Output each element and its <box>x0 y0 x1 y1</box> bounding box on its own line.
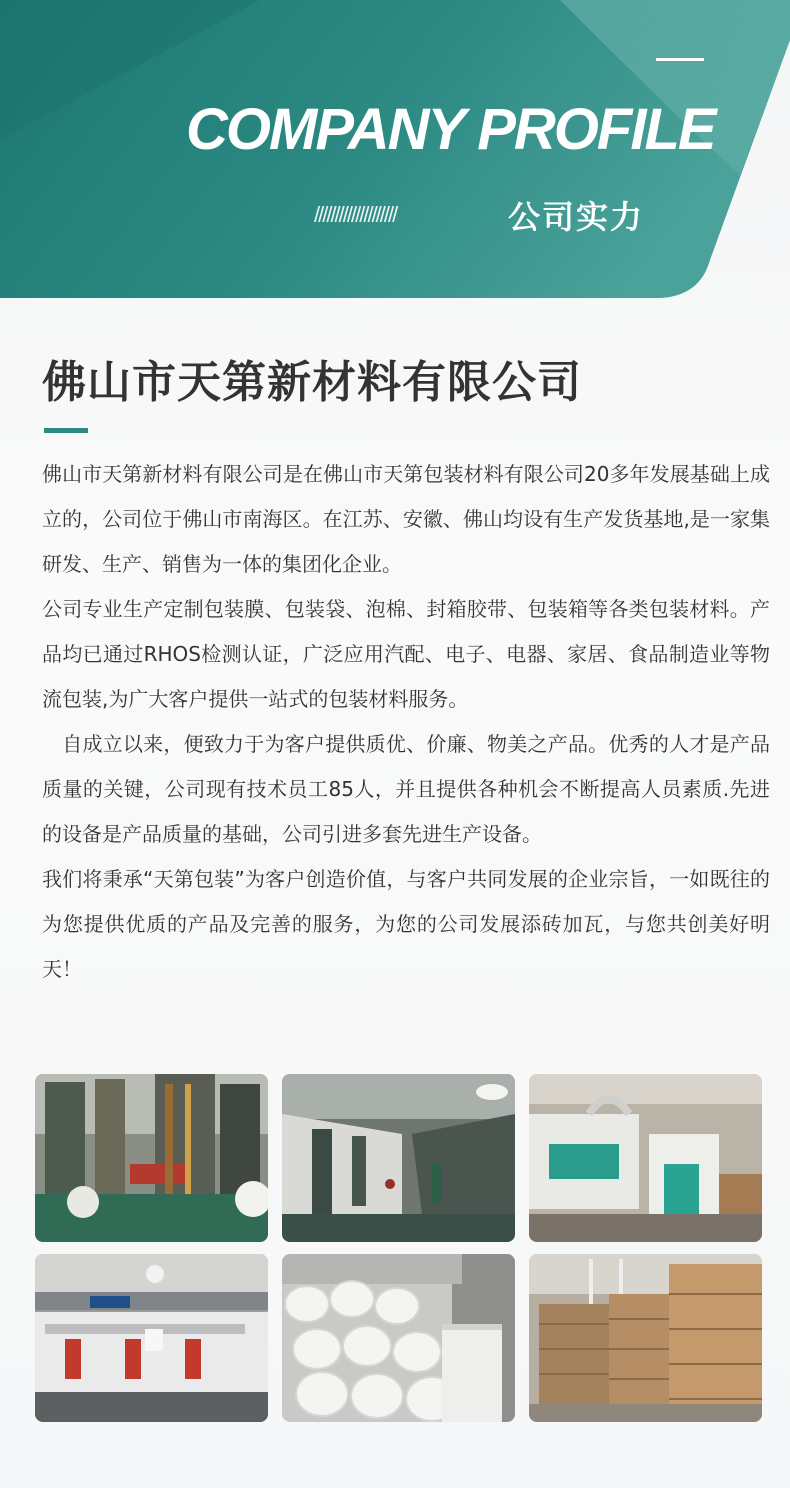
foam-rolls-photo <box>282 1254 515 1422</box>
box-machine-photo <box>529 1074 762 1242</box>
intro-paragraph: 我们将秉承“天第包装”为客户创造价值，与客户共同发展的企业宗旨，一如既往的为您提供优质的产品及完善的服务，为您的公司发展添砖加瓦，与您共创美好明天！ <box>42 867 770 981</box>
film-machine-photo <box>35 1074 268 1242</box>
banner-title: COMPANY PROFILE <box>186 97 715 162</box>
banner-accent-line <box>656 58 704 61</box>
header-banner <box>0 0 790 300</box>
printing-line-photo <box>282 1074 515 1242</box>
heading-accent-bar <box>44 428 88 433</box>
intro-paragraph: 自成立以来，便致力于为客户提供质优、价廉、物美之产品。优秀的人才是产品质量的关键，公司现有技术员工85人，并且提供各种机会不断提高人员素质.先进的设备是产品质量的基础，公司引进多套先进生产设备。 <box>42 732 770 846</box>
intro-paragraph: 佛山市天第新材料有限公司是在佛山市天第包装材料有限公司20多年发展基础上成立的，公司位于佛山市南海区。在江苏、安徽、佛山均设有生产发货基地,是一家集研发、生产、销售为一体的集团化企业。 <box>42 462 770 576</box>
intro-paragraph: 公司专业生产定制包装膜、包装袋、泡棉、封箱胶带、包装箱等各类包装材料。产品均已通过RHOS检测认证，广泛应用汽配、电子、电器、家居、食品制造业等物流包装,为广大客户提供一站式的包装材料服务。 <box>42 597 770 711</box>
factory-photo-gallery <box>35 1074 762 1422</box>
company-introduction <box>42 452 770 992</box>
company-name-heading: 佛山市天第新材料有限公司 <box>42 357 582 408</box>
banner-subtitle: 公司实力 <box>508 198 645 236</box>
banner-slash-decoration: //////////////////// <box>314 202 397 227</box>
carton-printer-photo <box>35 1254 268 1422</box>
cardboard-stack-photo <box>529 1254 762 1422</box>
